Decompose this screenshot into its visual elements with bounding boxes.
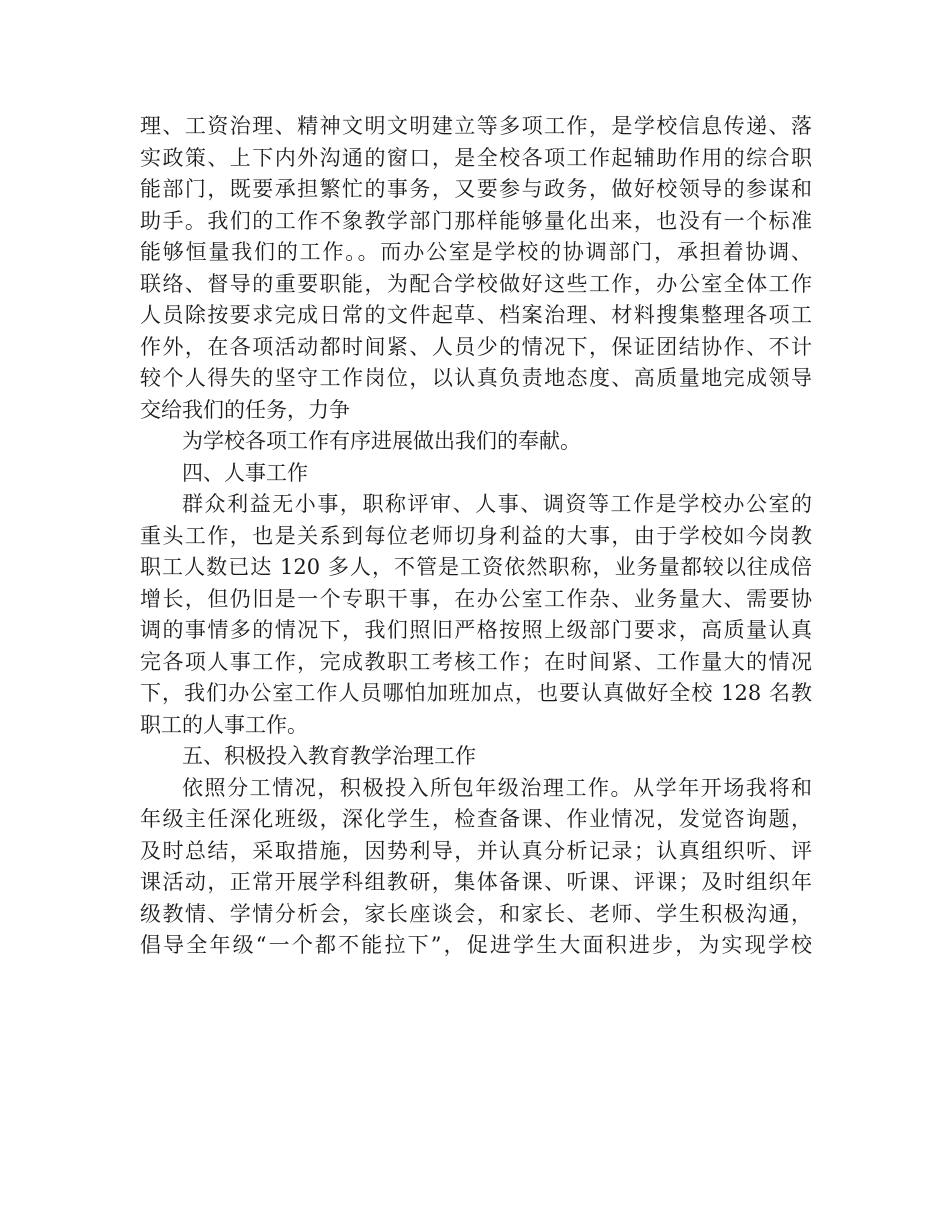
text-line: 职工人数已达 120 多人，不管是工资依然职称，业务量都较以往成倍: [140, 555, 812, 579]
text-line: 完各项人事工作，完成教职工考核工作；在时间紧、工作量大的情况: [140, 649, 812, 674]
text-line: 理、工资治理、精神文明文明建立等多项工作，是学校信息传递、落: [140, 114, 812, 138]
text-line: 交给我们的任务，力争: [140, 397, 350, 422]
text-line: 增长，但仍旧是一个专职干事，在办公室工作杂、业务量大、需要协: [140, 586, 812, 611]
text-line: 较个人得失的坚守工作岗位，以认真负责地态度、高质量地完成领导: [140, 366, 812, 390]
text-line: 级教情、学情分析会，家长座谈会，和家长、老师、学生积极沟通，: [140, 901, 812, 926]
body-text: [140, 111, 812, 962]
text-line: 倡导全年级“一个都不能拉下”，促进学生大面积进步，为实现学校: [140, 933, 812, 957]
text-line: 下，我们办公室工作人员哪怕加班加点，也要认真做好全校 128 名教: [140, 681, 812, 705]
text-line: 年级主任深化班级，深化学生，检查备课、作业情况，发觉咨询题，: [140, 807, 812, 831]
text-line: 课活动，正常开展学科组教研，集体备课、听课、评课；及时组织年: [140, 870, 812, 894]
text-line: 实政策、上下内外沟通的窗口，是全校各项工作起辅助作用的综合职: [140, 145, 812, 170]
text-line: 人员除按要求完成日常的文件起草、档案治理、材料搜集整理各项工: [140, 303, 812, 327]
text-line: 为学校各项工作有序进展做出我们的奉献。: [182, 429, 581, 453]
text-line: 重头工作，也是关系到每位老师切身利益的大事，由于学校如今岗教: [140, 523, 812, 548]
text-line: 依照分工情况，积极投入所包年级治理工作。从学年开场我将和: [182, 775, 812, 800]
text-line: 能够恒量我们的工作。。而办公室是学校的协调部门，承担着协调、: [140, 240, 812, 264]
text-line: 作外，在各项活动都时间紧、人员少的情况下，保证团结协作、不计: [140, 334, 812, 359]
section-heading: 四、人事工作: [182, 460, 308, 485]
text-line: 群众利益无小事，职称评审、人事、调资等工作是学校办公室的: [182, 492, 812, 516]
text-line: 职工的人事工作。: [140, 712, 308, 737]
text-line: 调的事情多的情况下，我们照旧严格按照上级部门要求，高质量认真: [140, 618, 812, 642]
text-line: 联络、督导的重要职能，为配合学校做好这些工作，办公室全体工作: [140, 271, 812, 296]
text-line: 助手。我们的工作不象教学部门那样能够量化出来，也没有一个标准: [140, 208, 812, 233]
text-line: 及时总结，采取措施，因势利导，并认真分析记录；认真组织听、评: [140, 838, 812, 863]
text-line: 能部门，既要承担繁忙的事务，又要参与政务，做好校领导的参谋和: [140, 177, 812, 201]
section-heading: 五、积极投入教育教学治理工作: [182, 744, 476, 768]
